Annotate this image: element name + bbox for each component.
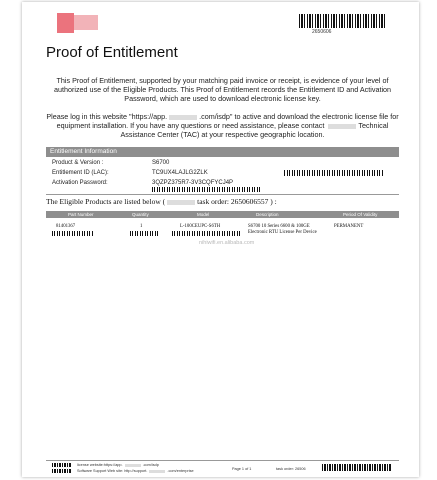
cell-model: L-100CEUPC-S6TH — [180, 224, 221, 229]
login-paragraph — [46, 112, 399, 140]
cell-quantity: 1 — [140, 224, 143, 229]
part-barcode — [52, 231, 94, 236]
footer-divider — [46, 460, 399, 461]
col-validity: Period Of Validity — [343, 212, 378, 217]
company-logo — [57, 13, 97, 33]
eligible-heading — [46, 197, 277, 206]
col-description: Description — [256, 212, 279, 217]
col-model: Model — [197, 212, 210, 217]
redacted-mask — [167, 200, 195, 205]
entitlement-barcode — [284, 170, 384, 176]
footer-license-site: license website:https://app. .com/isdp — [77, 463, 159, 467]
eligible-heading-b: task order: 2650606557 ) : — [197, 197, 277, 206]
redacted-mask — [169, 115, 197, 120]
col-part-number: Part Number — [68, 212, 94, 217]
footer-task-order: task order: 26506 — [276, 467, 306, 471]
cell-part-number: 81401367 — [56, 224, 76, 229]
password-barcode — [152, 187, 262, 192]
footer-support-site: Software Support Web site: http://support. .com/enterprise — [77, 469, 194, 473]
document-page — [22, 2, 419, 477]
quantity-barcode — [130, 231, 160, 236]
col-quantity: Quantity — [132, 212, 149, 217]
activation-password-value: 3QZPZ375R7-3V3CQFYCJ4P — [152, 180, 234, 186]
intro-paragraph: This Proof of Entitlement, supported by your matching paid invoice or receipt, is evidence of your level of authorized use of the Eligible Products. This Proof of Entitlement records the Entitlement ID and Activation Password, which are used to download electronic license key. — [53, 76, 392, 104]
section-header-entitlement — [46, 147, 399, 157]
footer-page-number: Page 1 of 1 — [232, 467, 252, 471]
product-label: Product & Version : — [52, 160, 104, 166]
footer-barcode-1 — [52, 463, 72, 467]
cell-validity: PERMANENT — [334, 224, 364, 229]
entitlement-id-value: TC9UX4LAJLG2ZLK — [152, 170, 208, 176]
login-text-b: .com/isdp" to active and download the electronic license file for equipment installation. If you have any questions or need assistance, please contact — [56, 112, 399, 131]
page-title: Proof of Entitlement — [46, 44, 178, 61]
redacted-mask — [328, 124, 356, 129]
product-value: S6700 — [152, 160, 170, 166]
footer-barcode-3 — [322, 464, 392, 471]
login-text-a: Please log in this website "https://app. — [46, 112, 168, 121]
login-text-c: Technical Assistance Center (TAC) at your respective geographic location. — [120, 121, 389, 140]
model-barcode — [172, 231, 240, 236]
footer-barcode-2 — [52, 469, 72, 473]
eligible-heading-a: The Eligible Products are listed below ( — [46, 197, 166, 206]
cell-description: S6700 10 Series 6600 & 100GE Electronic RTU License Per Device — [248, 224, 317, 235]
divider — [46, 194, 399, 195]
barcode-top — [299, 14, 387, 28]
entitlement-id-label: Entitlement ID (LAC): — [52, 170, 109, 176]
barcode-number: 2650606 — [312, 29, 332, 35]
watermark: nihiwifi.en.alibaba.com — [199, 240, 255, 246]
activation-password-label: Activation Password: — [52, 180, 108, 186]
table-header — [46, 211, 399, 218]
section-title: Entitlement Information — [50, 148, 117, 155]
